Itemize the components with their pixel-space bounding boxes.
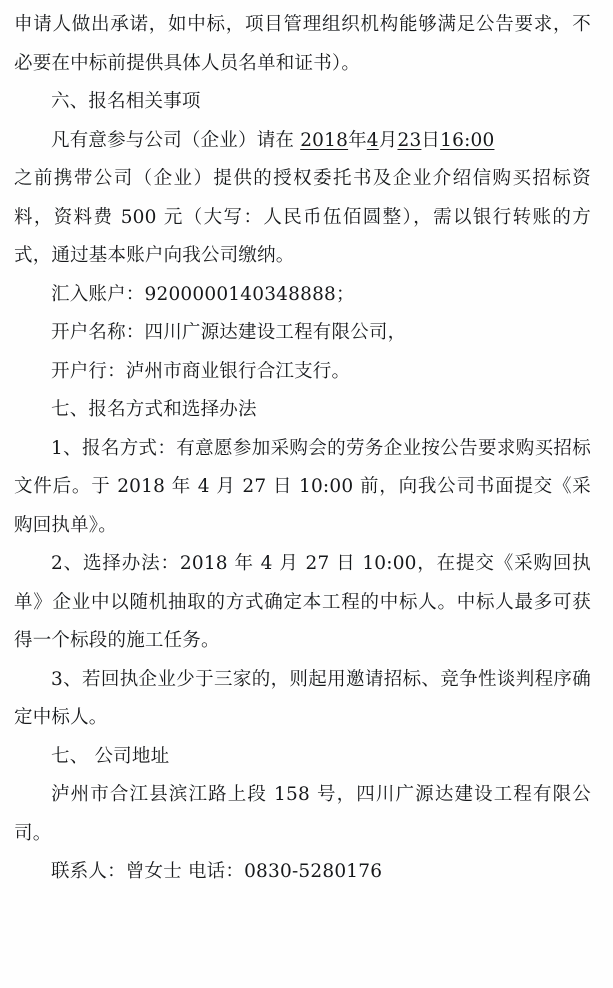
registration-month: 4 — [366, 129, 379, 151]
registration-day: 23 — [397, 129, 422, 151]
paragraph-account-bank: 开户行：泸州市商业银行合江支行。 — [51, 360, 351, 382]
paragraph-contact: 联系人：曾女士 电话：0830-5280176 — [51, 861, 383, 882]
heading-section-seven: 七、报名方式和选择办法 — [51, 399, 257, 420]
heading-section-six: 六、报名相关事项 — [51, 91, 201, 112]
registration-day-unit: 日 — [421, 129, 441, 151]
paragraph-item-3: 3、若回执企业少于三家的，则起用邀请招标、竞争性谈判程序确定中标人。 — [14, 668, 591, 728]
document-body — [14, 0, 591, 892]
paragraph-account-number: 汇入账户：9200000140348888； — [51, 283, 355, 305]
paragraph-item-2: 2、选择办法：2018 年 4 月 27 日 10:00，在提交《采购回执单》企业中以随机抽取的方式确定本工程的中标人。中标人最多可获得一个标段的施工任务。 — [14, 553, 591, 651]
paragraph-account-name: 开户名称：四川广源达建设工程有限公司， — [51, 322, 407, 343]
registration-year-unit: 年 — [348, 129, 367, 151]
paragraph-item-1: 1、报名方式：有意愿参加采购会的劳务企业按公告要求购买招标文件后。于 2018 年 4 月 27 日 10:00 前，向我公司书面提交《采购回执单》。 — [14, 437, 591, 536]
registration-month-unit: 月 — [378, 129, 398, 151]
paragraph-registration-details: 之前携带公司（企业）提供的授权委托书及企业介绍信购买招标资料，资料费 500 元（大写：人民币伍佰圆整），需以银行转账的方式，通过基本账户向我公司缴纳。 — [14, 168, 591, 266]
paragraph-company-address: 泸州市合江县滨江路上段 158 号，四川广源达建设工程有限公司。 — [14, 784, 591, 844]
registration-time-prefix: 凡有意参与公司（企业）请在 — [51, 129, 301, 151]
paragraph-commitment: 申请人做出承诺，如中标，项目管理组织机构能够满足公告要求，不必要在中标前提供具体人员名单和证书）。 — [14, 14, 591, 74]
paragraph-registration-time — [14, 122, 591, 161]
registration-year: 2018 — [300, 129, 349, 151]
heading-company-address: 七、 公司地址 — [51, 745, 170, 767]
registration-time-value: 16:00 — [440, 129, 495, 151]
